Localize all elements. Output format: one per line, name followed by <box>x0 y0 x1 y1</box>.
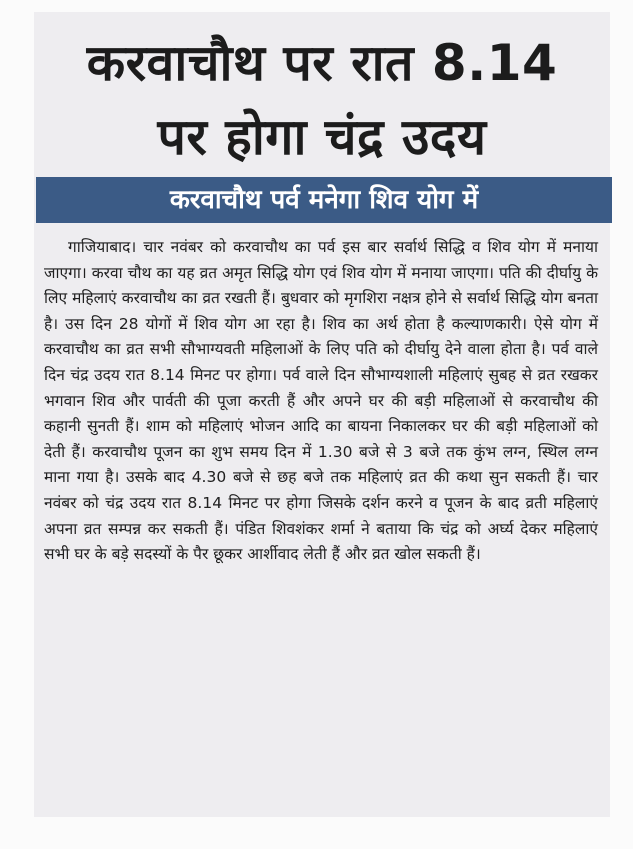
headline-line-2: पर होगा चंद्र उदय <box>157 108 487 166</box>
subheadline: करवाचौथ पर्व मनेगा शिव योग में <box>169 185 479 215</box>
article-body: गाजियाबाद। चार नवंबर को करवाचौथ का पर्व इस बार सर्वार्थ सिद्धि व शिव योग में मनाया जाएगा। करवा चौथ का यह व्रत अमृत सिद्धि योग एवं शिव योग में मनाया जाएगा। पति की दीर्घायु के लिए महिलाएं करवाचौथ का व्रत रखती हैं। बुधवार को मृगशिरा नक्षत्र होने से सर्वार्थ सिद्धि योग बनता है। उस दिन 28 योगों में शिव योग आ रहा है। शिव का अर्थ होता है कल्याणकारी। ऐसे योग में करवाचौथ का व्रत सभी सौभाग्यवती महिलाओं के लिए पति को दीर्घायु देने वाला होता है। पर्व वाले दिन चंद्र उदय रात 8.14 मिनट पर होगा। पर्व वाले दिन सौभाग्यशाली महिलाएं सुबह से व्रत रखकर भगवान शिव और पार्वती की पूजा करती हैं और अपने घर की बड़ी महिलाओं से करवाचौथ की कहानी सुनती हैं। शाम को महिलाएं भोजन आदि का बायना निकालकर घर की बड़ी महिलाओं को देती हैं। करवाचौथ पूजन का शुभ समय दिन में 1.30 बजे से 3 बजे तक कुंभ लग्न, स्थिल लग्न माना गया है। उसके बाद 4.30 बजे से छह बजे तक महिलाएं व्रत की कथा सुन सकती हैं। चार नवंबर को चंद्र उदय रात 8.14 मिनट पर होगा जिसके दर्शन करने व पूजन के बाद व्रती महिलाएं अपना व्रत सम्पन्न कर सकती हैं। पंडित शिवशंकर शर्मा ने बताया कि चंद्र को अर्घ्य देकर महिलाएं सभी घर के बड़े सदस्यों के पैर छूकर आर्शीवाद लेती हैं और व्रत खोल सकती हैं। <box>44 238 598 564</box>
headline-line-1: करवाचौथ पर रात 8.14 <box>86 34 558 92</box>
newspaper-clipping <box>34 12 610 817</box>
subheadline-bar <box>36 177 612 223</box>
headline <box>34 12 610 174</box>
